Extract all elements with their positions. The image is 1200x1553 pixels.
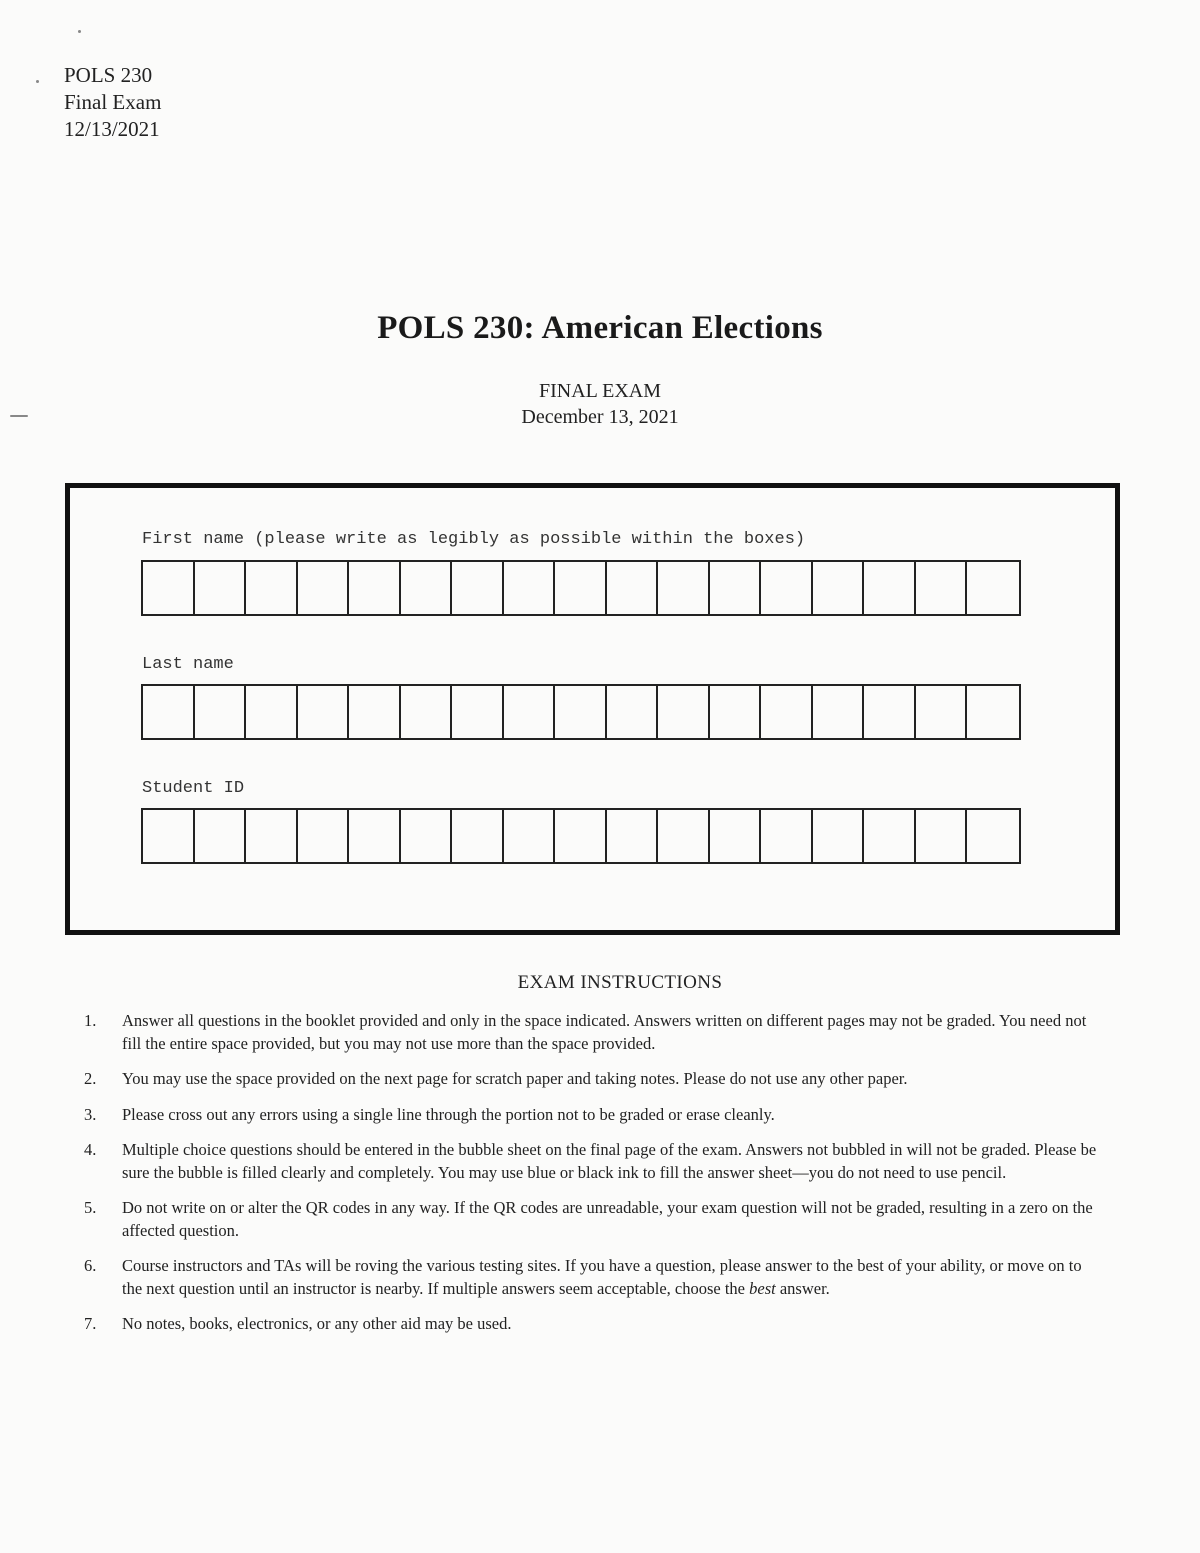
character-box[interactable] xyxy=(504,810,556,862)
instruction-number: 4. xyxy=(84,1140,97,1159)
instruction-item xyxy=(84,1197,1104,1242)
page-title: POLS 230: American Elections xyxy=(377,310,823,346)
instruction-number: 5. xyxy=(84,1198,97,1217)
instruction-text: Multiple choice questions should be entered in the bubble sheet on the final page of the exam. Answers not bubbled in will not be graded. Please be sure the bubble is filled clearly and completely. You may use blue or black ink to fill the answer sheet—you do not need to use pencil. xyxy=(122,1140,1097,1182)
character-box[interactable] xyxy=(555,562,607,614)
instruction-text-part: answer. xyxy=(775,1278,830,1298)
first-name-boxes[interactable] xyxy=(141,560,1021,616)
character-box[interactable] xyxy=(143,810,195,862)
character-box[interactable] xyxy=(607,686,659,738)
character-box[interactable] xyxy=(246,686,298,738)
character-box[interactable] xyxy=(761,810,813,862)
character-box[interactable] xyxy=(607,562,659,614)
character-box[interactable] xyxy=(710,562,762,614)
character-box[interactable] xyxy=(246,562,298,614)
character-box[interactable] xyxy=(298,810,350,862)
instruction-number: 7. xyxy=(84,1314,97,1333)
instruction-number: 6. xyxy=(84,1256,97,1275)
exam-type: FINAL EXAM xyxy=(538,380,662,402)
instruction-text xyxy=(122,1255,1104,1300)
character-box[interactable] xyxy=(555,810,607,862)
character-box[interactable] xyxy=(916,686,968,738)
character-box[interactable] xyxy=(195,686,247,738)
character-box[interactable] xyxy=(967,562,1019,614)
scan-speck xyxy=(10,415,28,417)
character-box[interactable] xyxy=(864,810,916,862)
character-box[interactable] xyxy=(813,562,865,614)
character-box[interactable] xyxy=(710,686,762,738)
document-header xyxy=(64,62,161,143)
character-box[interactable] xyxy=(298,562,350,614)
instruction-text: Do not write on or alter the QR codes in any way. If the QR codes are unreadable, your exam question will not be graded, resulting in a zero on the affected question. xyxy=(122,1198,1093,1240)
instructions-title: EXAM INSTRUCTIONS xyxy=(517,972,723,993)
instruction-text: You may use the space provided on the next page for scratch paper and taking notes. Please do not use any other paper. xyxy=(122,1069,908,1088)
scan-speck xyxy=(36,80,39,83)
last-name-label: Last name xyxy=(142,655,234,674)
character-box[interactable] xyxy=(298,686,350,738)
character-box[interactable] xyxy=(452,686,504,738)
character-box[interactable] xyxy=(761,562,813,614)
character-box[interactable] xyxy=(761,686,813,738)
first-name-label: First name (please write as legibly as possible within the boxes) xyxy=(142,530,806,549)
character-box[interactable] xyxy=(401,810,453,862)
instructions-list xyxy=(84,1010,1104,1349)
scan-speck xyxy=(78,30,81,33)
instruction-item xyxy=(84,1313,1104,1336)
character-box[interactable] xyxy=(195,810,247,862)
exam-name: Final Exam xyxy=(64,90,162,114)
instruction-item xyxy=(84,1139,1104,1184)
character-box[interactable] xyxy=(555,686,607,738)
character-box[interactable] xyxy=(452,810,504,862)
character-box[interactable] xyxy=(967,686,1019,738)
instruction-text-part: Course instructors and TAs will be roving the various testing sites. If you have a question, please answer to the best of your ability, or move on to the next question until an instructor is nearby. If multiple answers seem acceptable, choose the xyxy=(122,1256,1082,1298)
student-id-boxes[interactable] xyxy=(141,808,1021,864)
character-box[interactable] xyxy=(143,686,195,738)
instruction-item xyxy=(84,1068,1104,1091)
character-box[interactable] xyxy=(916,810,968,862)
character-box[interactable] xyxy=(813,686,865,738)
instruction-number: 2. xyxy=(84,1069,97,1088)
instruction-number: 1. xyxy=(84,1011,97,1030)
character-box[interactable] xyxy=(658,810,710,862)
character-box[interactable] xyxy=(864,686,916,738)
instruction-text: Please cross out any errors using a single line through the portion not to be graded or erase cleanly. xyxy=(122,1104,775,1124)
character-box[interactable] xyxy=(710,810,762,862)
instruction-text: Answer all questions in the booklet provided and only in the space indicated. Answers written on different pages may not be graded. You need not fill the entire space provided, but you may not use more than the space provided. xyxy=(122,1011,1087,1053)
character-box[interactable] xyxy=(864,562,916,614)
character-box[interactable] xyxy=(658,686,710,738)
character-box[interactable] xyxy=(658,562,710,614)
character-box[interactable] xyxy=(195,562,247,614)
character-box[interactable] xyxy=(349,810,401,862)
course-code: POLS 230 xyxy=(64,63,153,87)
character-box[interactable] xyxy=(967,810,1019,862)
character-box[interactable] xyxy=(349,686,401,738)
character-box[interactable] xyxy=(916,562,968,614)
character-box[interactable] xyxy=(504,686,556,738)
character-box[interactable] xyxy=(401,686,453,738)
subtitle xyxy=(0,378,1200,430)
character-box[interactable] xyxy=(504,562,556,614)
character-box[interactable] xyxy=(349,562,401,614)
character-box[interactable] xyxy=(813,810,865,862)
instruction-number: 3. xyxy=(84,1104,97,1124)
instruction-item xyxy=(84,1010,1104,1055)
student-id-label: Student ID xyxy=(142,779,245,798)
instruction-text: No notes, books, electronics, or any other aid may be used. xyxy=(122,1314,512,1333)
last-name-boxes[interactable] xyxy=(141,684,1021,740)
instruction-emphasis: best xyxy=(749,1278,776,1298)
character-box[interactable] xyxy=(401,562,453,614)
character-box[interactable] xyxy=(246,810,298,862)
character-box[interactable] xyxy=(452,562,504,614)
instruction-item xyxy=(84,1104,1104,1127)
character-box[interactable] xyxy=(607,810,659,862)
instruction-item xyxy=(84,1255,1104,1300)
subtitle-date: December 13, 2021 xyxy=(521,406,679,428)
character-box[interactable] xyxy=(143,562,195,614)
student-info-box xyxy=(65,483,1120,935)
exam-date: 12/13/2021 xyxy=(64,117,160,141)
